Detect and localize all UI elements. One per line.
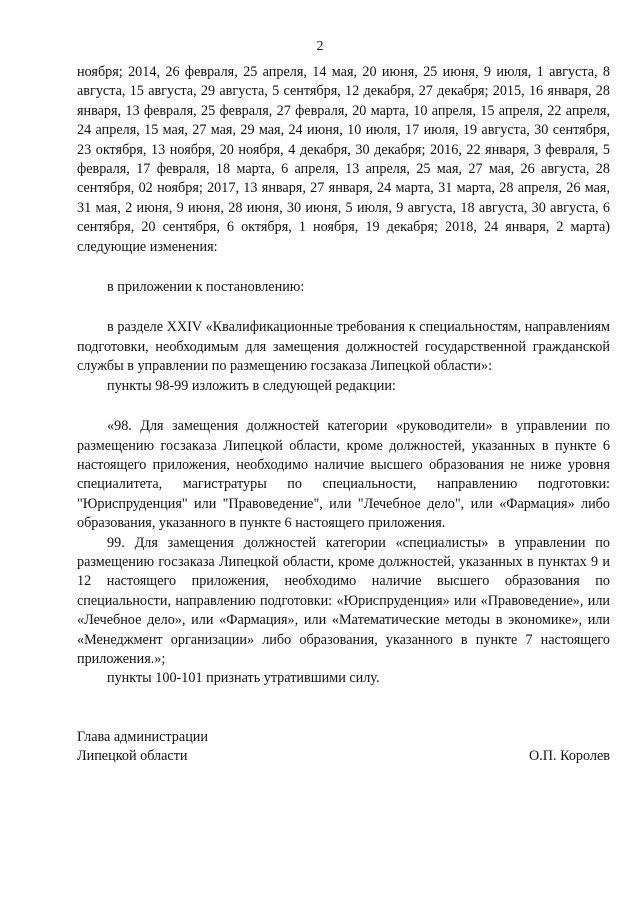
paragraph-appendix-intro: в приложении к постановлению:: [107, 279, 305, 296]
signature-block: [77, 728, 610, 767]
paragraph-item-99: 99. Для замещения должностей категории «специалисты» в управлении по размещению госзаказа Липецкой области, кроме должностей, указанных в пунктах 9 и 12 настоящего приложения, необходимо наличие высшего образования по специальности, направлению подготовки: «Юриспруденция» или «Правоведение», или «Лечебное дело», или «Фармация», или «Математические методы в экономике», или «Менеджмент организации» либо образования, указанного в пункте 7 настоящего приложения.»;: [77, 534, 610, 667]
paragraph-item-98: «98. Для замещения должностей категории «руководители» в управлении по размещению госзаказа Липецкой области, кроме должностей, указанных в пункте 6 настоящего приложения, необходимо наличие высшего образования не ниже уровня специалитета, магистратуры по специальности, направлению подготовки: "Юриспруденция" или "Правоведение", или "Лечебное дело", или «Фармация» либо образования, указанного в пункте 6 настоящего приложения.: [77, 418, 610, 532]
document-body: [77, 63, 610, 689]
paragraph-amendment-dates: ноября; 2014, 26 февраля, 25 апреля, 14 мая, 20 июня, 25 июня, 9 июля, 1 августа, 8 августа, 15 августа, 29 августа, 5 сентября, 12 декабря, 27 декабря; 2015, 16 января, 28 января, 13 февраля, 25 февраля, 27 февраля, 20 марта, 10 апреля, 15 апреля, 22 апреля, 24 апреля, 15 мая, 27 мая, 29 мая, 24 июня, 10 июля, 17 июля, 19 августа, 30 сентября, 23 октября, 13 ноября, 20 ноября, 4 декабря, 30 декабря; 2016, 22 января, 3 февраля, 5 февраля, 17 февраля, 18 марта, 6 апреля, 13 апреля, 25 мая, 27 мая, 26 августа, 28 сентября, 02 ноября; 2017, 13 января, 27 января, 24 марта, 31 марта, 28 апреля, 26 мая, 31 мая, 2 июня, 9 июня, 28 июня, 30 июня, 5 июля, 9 августа, 18 августа, 30 августа, 6 сентября, 20 сентября, 6 октября, 1 ноября, 19 декабря; 2018, 24 января, 2 марта) следующие изменения:: [77, 64, 610, 255]
signatory-region: Липецкой области: [77, 748, 188, 765]
signatory-name: О.П. Королев: [528, 748, 610, 765]
page-number: 2: [316, 39, 324, 54]
paragraph-section-xxiv: в разделе XXIV «Квалификационные требования к специальностям, направлениям подготовки, необходимым для замещения должностей государственной гражданской службы в управлении по размещению госзаказа Липецкой области»:: [77, 319, 610, 375]
paragraph-items-98-99: пункты 98-99 изложить в следующей редакции:: [107, 377, 396, 394]
signature-row: [77, 747, 610, 766]
signatory-title: Глава администрации: [77, 729, 208, 745]
paragraph-items-100-101: пункты 100-101 признать утратившими силу.: [107, 670, 380, 687]
